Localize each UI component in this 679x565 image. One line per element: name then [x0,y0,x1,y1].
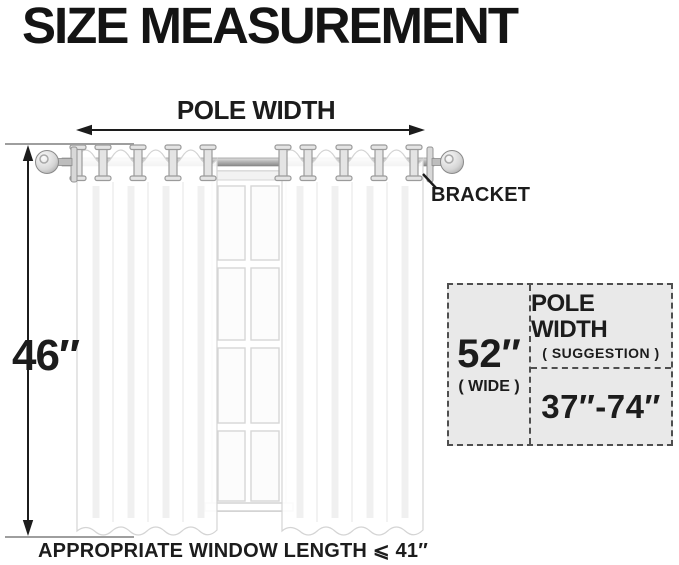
spec-pole-width-subtitle: ( SUGGESTION ) [542,344,660,361]
spec-box [447,283,673,446]
curtain-panel-left [77,150,217,535]
pole-width-label: POLE WIDTH [176,95,336,125]
spec-pole-range-cell [531,369,671,444]
pole-width-arrow [76,125,425,135]
spec-pole-width-title: POLE WIDTH [531,290,608,343]
window-length-note: APPROPRIATE WINDOW LENGTH ⩽ 41″ [38,540,428,562]
curtain-height-label: 46″ [12,331,80,380]
bracket-label: BRACKET [431,184,531,206]
spec-pole-width-range: 37″-74″ [541,387,661,425]
window [205,171,293,511]
spec-pole-width-cell [531,285,671,369]
page-title: SIZE MEASUREMENT [22,0,518,54]
curtain-panel-right [282,150,423,535]
finial-left [36,147,78,182]
finial-right [427,147,464,182]
spec-panel-width-note: ( WIDE ) [458,377,520,395]
spec-panel-width-value: 52″ [457,331,521,376]
spec-panel-width-cell [449,285,531,444]
window-sill [205,503,293,511]
